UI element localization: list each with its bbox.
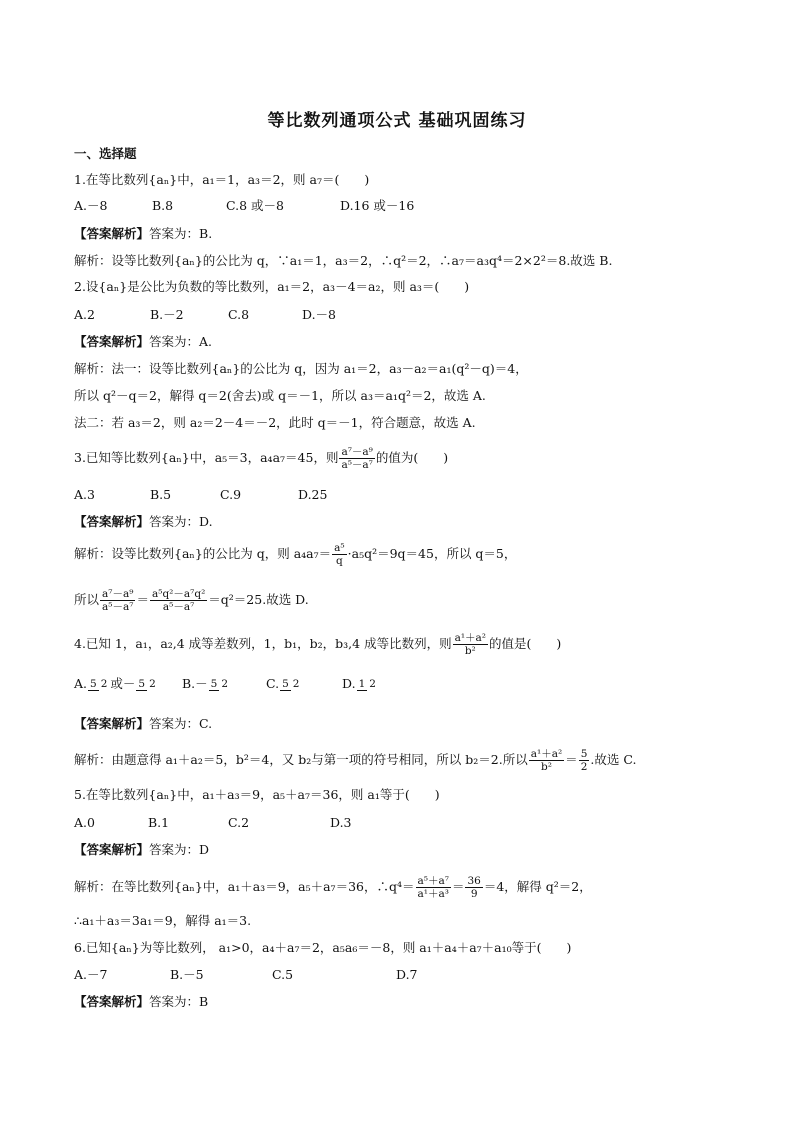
answer-text: 答案为：A. bbox=[149, 334, 213, 349]
fraction-denominator: 2 bbox=[100, 678, 108, 690]
answer-text: 答案为：D. bbox=[149, 514, 213, 529]
option-label: D. bbox=[342, 676, 356, 691]
answer-tag: 【答案解析】 bbox=[74, 334, 150, 349]
fraction-numerator: a¹＋a² bbox=[530, 748, 563, 760]
answer-tag: 【答案解析】 bbox=[74, 994, 150, 1009]
option-a bbox=[74, 676, 182, 692]
answer-tag: 【答案解析】 bbox=[74, 842, 150, 857]
fraction-numerator: 5 bbox=[138, 678, 146, 690]
fraction-denominator: a⁵－a⁷ bbox=[341, 459, 373, 471]
fraction-denominator: b² bbox=[540, 761, 552, 773]
question-5-analysis-2: ∴a₁＋a₃＝3a₁＝9，解得 a₁＝3. bbox=[74, 913, 252, 928]
fraction-denominator: a⁵－a⁷ bbox=[102, 601, 134, 613]
fraction-numerator: 5 bbox=[580, 748, 588, 760]
question-5-analysis-1 bbox=[74, 875, 592, 900]
option-text: 或－ bbox=[110, 676, 136, 691]
option-b: B.5 bbox=[150, 487, 172, 502]
fraction-numerator: a⁵q²－a⁷q² bbox=[151, 588, 206, 600]
answer-tag: 【答案解析】 bbox=[74, 514, 150, 529]
question-1-stem: 1.在等比数列{aₙ}中，a₁＝1，a₃＝2，则 a₇＝( ) bbox=[74, 172, 370, 187]
question-3-analysis-2 bbox=[74, 588, 309, 613]
question-2-analysis-2: 所以 q²－q＝2，解得 q＝2(舍去)或 q＝－1，所以 a₃＝a₁q²＝2，故选 A. bbox=[74, 388, 486, 403]
option-a: A.3 bbox=[74, 487, 95, 502]
fraction bbox=[357, 678, 378, 691]
answer-text: 答案为：D bbox=[149, 842, 210, 857]
question-2-answer bbox=[74, 334, 212, 350]
fraction-denominator: 2 bbox=[221, 678, 229, 690]
fraction-numerator: a⁵ bbox=[334, 542, 345, 554]
fraction bbox=[453, 632, 488, 657]
option-b bbox=[182, 676, 266, 692]
fraction-denominator: a¹＋a³ bbox=[417, 888, 449, 900]
option-c: C.5 bbox=[272, 967, 294, 982]
question-1-analysis: 解析：设等比数列{aₙ}的公比为 q，∵a₁＝1，a₃＝2，∴q²＝2，∴a₇＝a₃q⁴＝2×2²＝8.故选 B. bbox=[74, 253, 613, 268]
fraction-numerator: 5 bbox=[210, 678, 218, 690]
fraction bbox=[209, 678, 230, 691]
fraction-denominator: 2 bbox=[580, 761, 588, 773]
question-1-options bbox=[74, 198, 414, 214]
fraction-numerator: 36 bbox=[467, 875, 481, 887]
option-d bbox=[342, 676, 379, 692]
fraction-denominator: b² bbox=[464, 645, 476, 657]
option-c: C.8 或－8 bbox=[226, 198, 284, 213]
equals-sign: ＝ bbox=[451, 879, 465, 894]
question-2-analysis-3: 法二：若 a₃＝2，则 a₂＝2－4＝－2，此时 q＝－1，符合题意，故选 A. bbox=[74, 415, 476, 430]
fraction bbox=[100, 588, 135, 613]
stem-text: 的值为( ) bbox=[375, 450, 449, 465]
option-d: D.25 bbox=[298, 487, 328, 502]
analysis-text: 解析：在等比数列{aₙ}中，a₁＋a₃＝9，a₅＋a₇＝36，∴q⁴＝ bbox=[74, 879, 415, 894]
fraction bbox=[529, 748, 564, 773]
fraction-denominator: 2 bbox=[369, 678, 376, 690]
question-2-analysis-1: 解析：法一：设等比数列{aₙ}的公比为 q，因为 a₁＝2，a₃－a₂＝a₁(q²－q)＝4， bbox=[74, 361, 528, 376]
answer-tag: 【答案解析】 bbox=[74, 226, 150, 241]
question-2-stem: 2.设{aₙ}是公比为负数的等比数列，a₁＝2，a₃－4＝a₂，则 a₃＝( ) bbox=[74, 279, 470, 294]
question-2-options bbox=[74, 307, 336, 323]
analysis-text: ＝4，解得 q²＝2， bbox=[483, 879, 592, 894]
option-d: D.16 或－16 bbox=[340, 198, 415, 213]
option-a: A.0 bbox=[74, 815, 95, 830]
fraction-denominator: 2 bbox=[292, 678, 300, 690]
question-6-answer bbox=[74, 994, 208, 1010]
fraction bbox=[465, 875, 482, 900]
fraction bbox=[150, 588, 207, 613]
fraction bbox=[579, 748, 590, 773]
question-3-analysis-1 bbox=[74, 542, 516, 567]
fraction bbox=[88, 678, 109, 691]
question-6-stem: 6.已知{aₙ}为等比数列， a₁>0，a₄＋a₇＝2，a₅a₆＝－8，则 a₁＋a₄＋a₇＋a₁₀等于( ) bbox=[74, 940, 572, 955]
fraction-numerator: 5 bbox=[282, 678, 289, 690]
question-4-stem bbox=[74, 632, 561, 657]
option-c: C.8 bbox=[228, 307, 250, 322]
question-4-answer bbox=[74, 716, 212, 732]
fraction-numerator: a¹＋a² bbox=[454, 632, 487, 644]
option-label: C. bbox=[266, 676, 280, 691]
equals-sign: ＝ bbox=[136, 592, 149, 607]
analysis-text: ·a₅q²＝9q＝45，所以 q＝5， bbox=[347, 546, 517, 561]
equals-sign: ＝ bbox=[565, 752, 578, 767]
option-c: C.9 bbox=[220, 487, 242, 502]
fraction bbox=[339, 446, 374, 471]
option-label: B.－ bbox=[182, 676, 208, 691]
fraction bbox=[332, 542, 346, 567]
fraction-numerator: a⁷－a⁹ bbox=[102, 588, 134, 600]
option-a: A.－7 bbox=[74, 967, 108, 982]
option-c bbox=[266, 676, 342, 692]
question-4-analysis bbox=[74, 748, 636, 773]
fraction bbox=[280, 678, 301, 691]
option-b: B.－5 bbox=[170, 967, 204, 982]
section-heading: 一、选择题 bbox=[74, 146, 137, 161]
question-5-options bbox=[74, 815, 352, 831]
page-title: 等比数列通项公式 基础巩固练习 bbox=[267, 111, 527, 131]
question-3-answer bbox=[74, 514, 213, 530]
fraction-numerator: a⁷－a⁹ bbox=[341, 446, 373, 458]
fraction-denominator: 2 bbox=[149, 678, 156, 690]
fraction-denominator: 9 bbox=[470, 888, 478, 900]
question-5-answer bbox=[74, 842, 209, 858]
answer-text: 答案为：B bbox=[149, 994, 209, 1009]
option-b: B.1 bbox=[148, 815, 170, 830]
analysis-text: 解析：由题意得 a₁＋a₂＝5，b²＝4，又 b₂与第一项的符号相同，所以 b₂＝2.所以 bbox=[74, 752, 528, 767]
stem-text: 4.已知 1，a₁，a₂,4 成等差数列，1，b₁，b₂，b₃,4 成等比数列，则 bbox=[74, 636, 452, 651]
answer-tag: 【答案解析】 bbox=[74, 716, 150, 731]
answer-text: 答案为：C. bbox=[149, 716, 213, 731]
stem-text: 3.已知等比数列{aₙ}中，a₅＝3，a₄a₇＝45，则 bbox=[74, 450, 339, 465]
question-6-options bbox=[74, 967, 418, 983]
question-5-stem: 5.在等比数列{aₙ}中，a₁＋a₃＝9，a₅＋a₇＝36，则 a₁等于( ) bbox=[74, 787, 440, 802]
fraction-denominator: q bbox=[336, 555, 343, 567]
option-c: C.2 bbox=[228, 815, 250, 830]
fraction-numerator: 1 bbox=[358, 678, 366, 690]
option-d: D.7 bbox=[396, 967, 418, 982]
option-d: D.3 bbox=[330, 815, 352, 830]
analysis-text: 解析：设等比数列{aₙ}的公比为 q，则 a₄a₇＝ bbox=[74, 546, 332, 561]
analysis-text: ＝q²＝25.故选 D. bbox=[208, 592, 309, 607]
option-d: D.－8 bbox=[302, 307, 337, 322]
stem-text: 的值是( ) bbox=[489, 636, 562, 651]
answer-text: 答案为：B. bbox=[149, 226, 213, 241]
option-b: B.－2 bbox=[150, 307, 184, 322]
option-a: A.－8 bbox=[74, 198, 108, 213]
analysis-text: .故选 C. bbox=[590, 752, 637, 767]
analysis-text: 所以 bbox=[74, 592, 100, 607]
fraction bbox=[136, 678, 157, 691]
fraction-numerator: a⁵＋a⁷ bbox=[417, 875, 449, 887]
option-label: A. bbox=[74, 676, 88, 691]
fraction bbox=[416, 875, 451, 900]
fraction-denominator: a⁵－a⁷ bbox=[162, 601, 195, 613]
option-b: B.8 bbox=[152, 198, 174, 213]
option-a: A.2 bbox=[74, 307, 95, 322]
question-1-answer bbox=[74, 226, 212, 242]
question-3-options bbox=[74, 487, 327, 503]
question-4-options bbox=[74, 676, 379, 692]
fraction-numerator: 5 bbox=[90, 678, 97, 690]
question-3-stem bbox=[74, 446, 448, 471]
